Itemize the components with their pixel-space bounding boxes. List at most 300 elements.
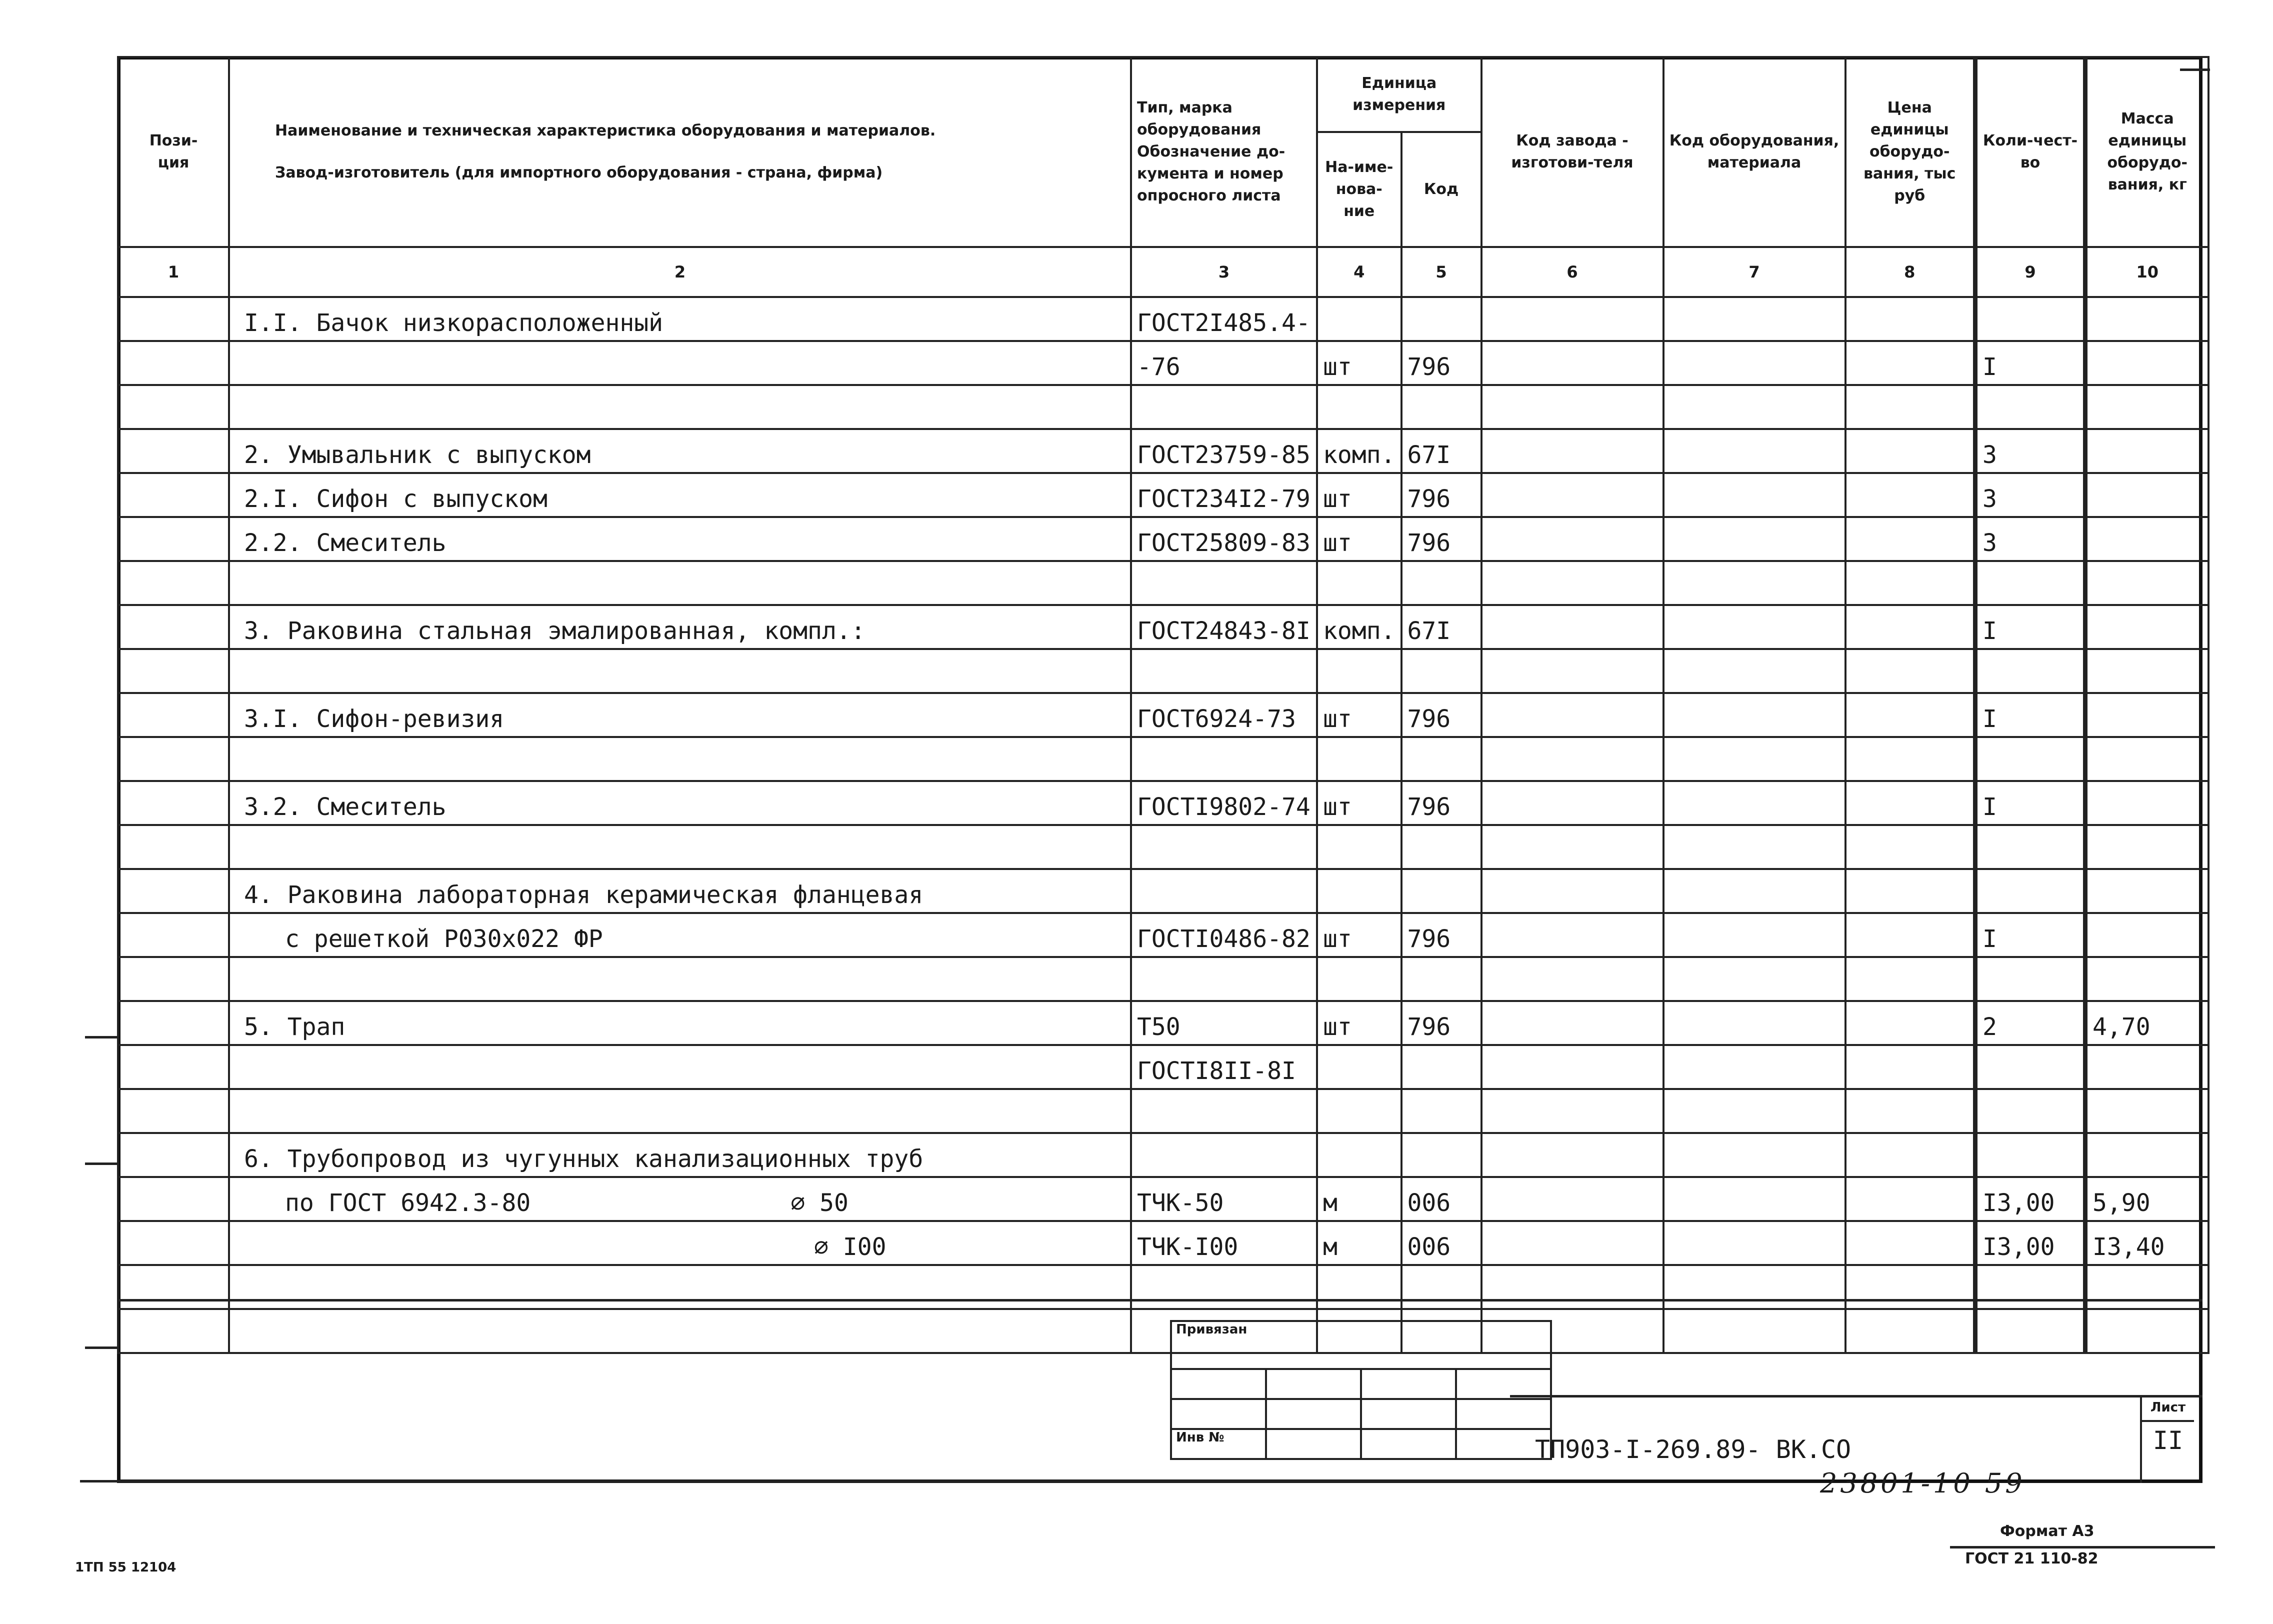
cell-equip [1664,385,1846,429]
cell-factory [1482,1265,1664,1309]
cell-type [1131,385,1317,429]
cell-position [118,693,229,737]
colnum-6: 6 [1482,247,1664,297]
stamp-cell [1361,1429,1456,1459]
cell-code [1402,1089,1482,1133]
cell-qty [1976,825,2086,869]
cell-mass [2086,913,2208,957]
cell-position [118,1045,229,1089]
table-row [118,693,2208,737]
cell-type: ТЧК-50 [1131,1177,1317,1221]
cell-factory [1482,1177,1664,1221]
stamp-cell [1456,1399,1551,1429]
cell-equip [1664,1265,1846,1309]
cell-factory [1482,341,1664,385]
cell-qty [1976,957,2086,1001]
specification-body [118,297,2208,1353]
cell-qty [1976,869,2086,913]
cell-unit: м [1317,1177,1402,1221]
cell-position [118,649,229,693]
cell-factory [1482,561,1664,605]
cell-unit [1317,1265,1402,1309]
cell-unit [1317,825,1402,869]
cell-equip [1664,429,1846,473]
cell-code: 796 [1402,1001,1482,1045]
cell-price [1846,957,1976,1001]
cell-factory [1482,1089,1664,1133]
cell-type: ГОСТ23759-85 [1131,429,1317,473]
cell-name [229,869,1131,913]
cell-qty [1976,649,2086,693]
colnum-1: 1 [118,247,229,297]
cell-equip [1664,1001,1846,1045]
cell-type: ТЧК-I00 [1131,1221,1317,1265]
cell-unit [1317,1133,1402,1177]
cell-name [229,913,1131,957]
header-type-line1: Тип, марка оборудования [1137,99,1262,138]
margin-tick [85,1346,117,1349]
stamp-inv-label: Инв № [1171,1429,1266,1459]
cell-type [1131,561,1317,605]
cell-factory [1482,385,1664,429]
cell-name [229,1265,1131,1309]
cell-position [118,517,229,561]
cell-position [118,1001,229,1045]
cell-type: ГОСТ6924-73 [1131,693,1317,737]
cell-unit [1317,1089,1402,1133]
table-row [118,781,2208,825]
cell-name [229,473,1131,517]
cell-code [1402,649,1482,693]
cell-unit [1317,957,1402,1001]
cell-type: ГОСТI9802-74 [1131,781,1317,825]
cell-factory [1482,1133,1664,1177]
cell-name [229,737,1131,781]
cell-name [229,1045,1131,1089]
cell-position [118,605,229,649]
cell-price [1846,1045,1976,1089]
cell-code [1402,385,1482,429]
cell-qty: 2 [1976,1001,2086,1045]
cell-name [229,1133,1131,1177]
item-name: 2. Умывальник с выпуском [244,441,591,469]
cell-name [229,957,1131,1001]
cell-type: Т50 [1131,1001,1317,1045]
margin-tick [85,1162,117,1165]
cell-unit: шт [1317,1001,1402,1045]
cell-mass [2086,297,2208,341]
cell-mass [2086,693,2208,737]
cell-equip [1664,869,1846,913]
cell-type: ГОСТ2I485.4- [1131,297,1317,341]
format-label: Формат А3 [2000,1522,2094,1540]
cell-factory [1482,825,1664,869]
cell-code [1402,869,1482,913]
outer-bottom-line [80,1480,1530,1482]
header-unit-mass: Масса единицы оборудо-вания, кг [2086,57,2208,247]
cell-type [1131,649,1317,693]
header-name-line1: Наименование и техническая характеристика оборудования и материалов. [275,122,936,140]
cell-price [1846,737,1976,781]
cell-mass [2086,957,2208,1001]
cell-name [229,517,1131,561]
cell-factory [1482,781,1664,825]
cell-factory [1482,649,1664,693]
cell-name [229,429,1131,473]
cell-price [1846,649,1976,693]
cell-price [1846,1177,1976,1221]
cell-type: ГОСТI8II-8I [1131,1045,1317,1089]
cell-name [229,1177,1131,1221]
cell-position [118,473,229,517]
stamp-cell [1456,1369,1551,1399]
cell-type: ГОСТ25809-83 [1131,517,1317,561]
cell-price [1846,913,1976,957]
cell-position [118,385,229,429]
cell-price [1846,605,1976,649]
cell-code: 796 [1402,517,1482,561]
cell-factory [1482,605,1664,649]
cell-type [1131,957,1317,1001]
table-row [118,297,2208,341]
header-type-line2: Обозначение до-кумента и номер опросного листа [1137,143,1286,204]
cell-name [229,341,1131,385]
cell-equip [1664,913,1846,957]
cell-price [1846,297,1976,341]
cell-equip [1664,561,1846,605]
item-name: 3.2. Смеситель [244,793,446,821]
cell-unit [1317,737,1402,781]
cell-qty [1976,737,2086,781]
cell-factory [1482,869,1664,913]
cell-equip [1664,473,1846,517]
cell-name [229,649,1131,693]
pipe-diameter: ⌀ 50 [790,1189,848,1217]
item-name: 5. Трап [244,1013,346,1041]
colnum-5: 5 [1402,247,1482,297]
item-name: 4. Раковина лабораторная керамическая фланцевая [244,881,924,909]
cell-equip [1664,341,1846,385]
cell-position [118,297,229,341]
cell-position [118,1265,229,1309]
cell-qty [1976,1089,2086,1133]
stamp-cell [1171,1399,1266,1429]
cell-equip [1664,1309,1846,1353]
cell-position [118,869,229,913]
cell-type [1131,1133,1317,1177]
cell-code [1402,1133,1482,1177]
cell-mass [2086,1089,2208,1133]
item-name: I.I. Бачок низкорасположенный [244,309,664,337]
cell-price [1846,561,1976,605]
cell-factory [1482,957,1664,1001]
margin-tick [85,1036,117,1038]
cell-mass [2086,737,2208,781]
cell-name [229,605,1131,649]
top-right-tick [2180,68,2210,71]
cell-unit: комп. [1317,605,1402,649]
cell-name [229,385,1131,429]
table-bottom-line [117,1299,2202,1302]
colnum-4: 4 [1317,247,1402,297]
cell-name [229,781,1131,825]
cell-factory [1482,429,1664,473]
item-name: 2.I. Сифон с выпуском [244,485,548,513]
cell-mass [2086,341,2208,385]
stamp-cell [1266,1399,1361,1429]
cell-qty [1976,1133,2086,1177]
cell-unit: шт [1317,341,1402,385]
table-row [118,869,2208,913]
cell-price [1846,517,1976,561]
table-row [118,385,2208,429]
cell-equip [1664,825,1846,869]
header-position: Пози- ция [118,57,229,247]
cell-code: 006 [1402,1221,1482,1265]
cell-qty: I3,00 [1976,1221,2086,1265]
item-name: по ГОСТ 6942.3-80 [285,1189,531,1217]
cell-unit: м [1317,1221,1402,1265]
cell-price [1846,385,1976,429]
cell-equip [1664,297,1846,341]
stamp-cell [1361,1369,1456,1399]
cell-unit [1317,649,1402,693]
cell-code: 796 [1402,693,1482,737]
header-unit-group: Единица измерения [1317,57,1482,132]
bottom-left-code: 1ТП 55 12104 [75,1560,176,1575]
header-unit-price: Цена единицы оборудо-вания, тыс руб [1846,57,1976,247]
pipe-diameter: ⌀ I00 [814,1233,886,1261]
cell-code: 006 [1402,1177,1482,1221]
cell-price [1846,341,1976,385]
cell-code [1402,737,1482,781]
cell-mass [2086,1265,2208,1309]
cell-unit: шт [1317,693,1402,737]
table-row [118,561,2208,605]
cell-factory [1482,913,1664,957]
cell-factory [1482,517,1664,561]
table-row [118,1309,2208,1353]
cell-mass [2086,605,2208,649]
table-row [118,429,2208,473]
cell-name [229,693,1131,737]
cell-factory [1482,1221,1664,1265]
stamp-cell [1266,1429,1361,1459]
cell-equip [1664,1089,1846,1133]
cell-mass [2086,561,2208,605]
cell-code [1402,1045,1482,1089]
cell-code [1402,1265,1482,1309]
cell-name [229,561,1131,605]
header-type [1131,57,1317,247]
colnum-9: 9 [1976,247,2086,297]
cell-type: ГОСТ234I2-79 [1131,473,1317,517]
stamp-cell [1361,1399,1456,1429]
cell-price [1846,473,1976,517]
table-row [118,957,2208,1001]
title-block-line [1510,1395,2202,1398]
cell-price [1846,429,1976,473]
cell-price [1846,869,1976,913]
cell-name [229,1309,1131,1353]
cell-unit: комп. [1317,429,1402,473]
cell-type [1131,825,1317,869]
cell-price [1846,693,1976,737]
cell-name [229,297,1131,341]
cell-mass: 5,90 [2086,1177,2208,1221]
cell-qty: 3 [1976,429,2086,473]
cell-qty [1976,561,2086,605]
cell-code: 67I [1402,605,1482,649]
cell-qty: I [1976,781,2086,825]
document-number: ТП903-I-269.89- ВК.СО [1535,1435,1852,1464]
cell-position [118,737,229,781]
sheet-number-box [2140,1395,2196,1483]
cell-price [1846,1265,1976,1309]
cell-qty [1976,1045,2086,1089]
table-row [118,341,2208,385]
stamp-linked-label: Привязан [1171,1321,1551,1369]
cell-position [118,957,229,1001]
cell-equip [1664,1133,1846,1177]
cell-equip [1664,781,1846,825]
cell-name [229,1221,1131,1265]
cell-type [1131,1089,1317,1133]
item-name: 6. Трубопровод из чугунных канализационных труб [244,1145,924,1173]
table-row [118,1089,2208,1133]
cell-equip [1664,605,1846,649]
cell-mass [2086,869,2208,913]
header-equipment-code: Код оборудования, материала [1664,57,1846,247]
table-row [118,517,2208,561]
header-unit-name: На-име-нова-ние [1317,132,1402,247]
cell-mass [2086,1045,2208,1089]
cell-mass [2086,781,2208,825]
cell-code: 67I [1402,429,1482,473]
cell-equip [1664,1177,1846,1221]
table-row [118,1001,2208,1045]
cell-equip [1664,737,1846,781]
cell-factory [1482,1001,1664,1045]
cell-code: 796 [1402,473,1482,517]
cell-factory [1482,297,1664,341]
cell-qty [1976,297,2086,341]
cell-code [1402,825,1482,869]
cell-code: 796 [1402,781,1482,825]
cell-position [118,429,229,473]
cell-equip [1664,649,1846,693]
cell-equip [1664,517,1846,561]
cell-position [118,1221,229,1265]
cell-unit [1317,561,1402,605]
cell-mass [2086,517,2208,561]
table-row [118,913,2208,957]
cell-name [229,1089,1131,1133]
cell-factory [1482,737,1664,781]
cell-name [229,1001,1131,1045]
cell-type [1131,869,1317,913]
cell-name [229,825,1131,869]
stamp-cell [1266,1369,1361,1399]
cell-type: ГОСТ24843-8I [1131,605,1317,649]
cell-unit [1317,385,1402,429]
table-row [118,1177,2208,1221]
cell-factory [1482,1045,1664,1089]
cell-factory [1482,473,1664,517]
cell-qty: 3 [1976,517,2086,561]
cell-qty: I [1976,913,2086,957]
cell-type: -76 [1131,341,1317,385]
item-name: с решеткой Р030х022 ФР [285,925,603,953]
cell-position [118,913,229,957]
cell-mass [2086,1309,2208,1353]
cell-equip [1664,957,1846,1001]
cell-price [1846,825,1976,869]
item-name: 3. Раковина стальная эмалированная, компл.: [244,617,866,645]
cell-price [1846,1221,1976,1265]
cell-qty [1976,385,2086,429]
item-name: 3.I. Сифон-ревизия [244,705,504,733]
header-row [118,57,2208,132]
table-row [118,1221,2208,1265]
cell-position [118,1133,229,1177]
header-factory-code: Код завода - изготови-теля [1482,57,1664,247]
cell-mass [2086,649,2208,693]
cell-mass: I3,40 [2086,1221,2208,1265]
cell-qty: I [1976,605,2086,649]
cell-code: 796 [1402,913,1482,957]
cell-price [1846,1089,1976,1133]
cell-qty: 3 [1976,473,2086,517]
cell-code [1402,297,1482,341]
cell-code [1402,957,1482,1001]
cell-price [1846,1001,1976,1045]
cell-qty: I [1976,341,2086,385]
table-row [118,605,2208,649]
cell-price [1846,781,1976,825]
cell-unit: шт [1317,913,1402,957]
cell-price [1846,1309,1976,1353]
cell-position [118,561,229,605]
specification-table [117,56,2210,1354]
cell-mass [2086,385,2208,429]
header-name [229,57,1131,247]
cell-code: 796 [1402,341,1482,385]
cell-qty [1976,1309,2086,1353]
cell-mass [2086,825,2208,869]
cell-equip [1664,693,1846,737]
gost-footer: ГОСТ 21 110-82 [1965,1550,2098,1568]
cell-unit [1317,297,1402,341]
column-number-row [118,247,2208,297]
cell-code [1402,561,1482,605]
cell-mass [2086,429,2208,473]
cell-mass [2086,1133,2208,1177]
cell-unit: шт [1317,781,1402,825]
table-row [118,1265,2208,1309]
table-row [118,1133,2208,1177]
cell-type [1131,1265,1317,1309]
cell-unit [1317,869,1402,913]
cell-unit [1317,1045,1402,1089]
sheet-number: II [2152,1426,2184,1455]
sheet-label: Лист [2142,1395,2194,1422]
colnum-3: 3 [1131,247,1317,297]
cell-position [118,1177,229,1221]
cell-position [118,781,229,825]
colnum-10: 10 [2086,247,2208,297]
table-row [118,737,2208,781]
